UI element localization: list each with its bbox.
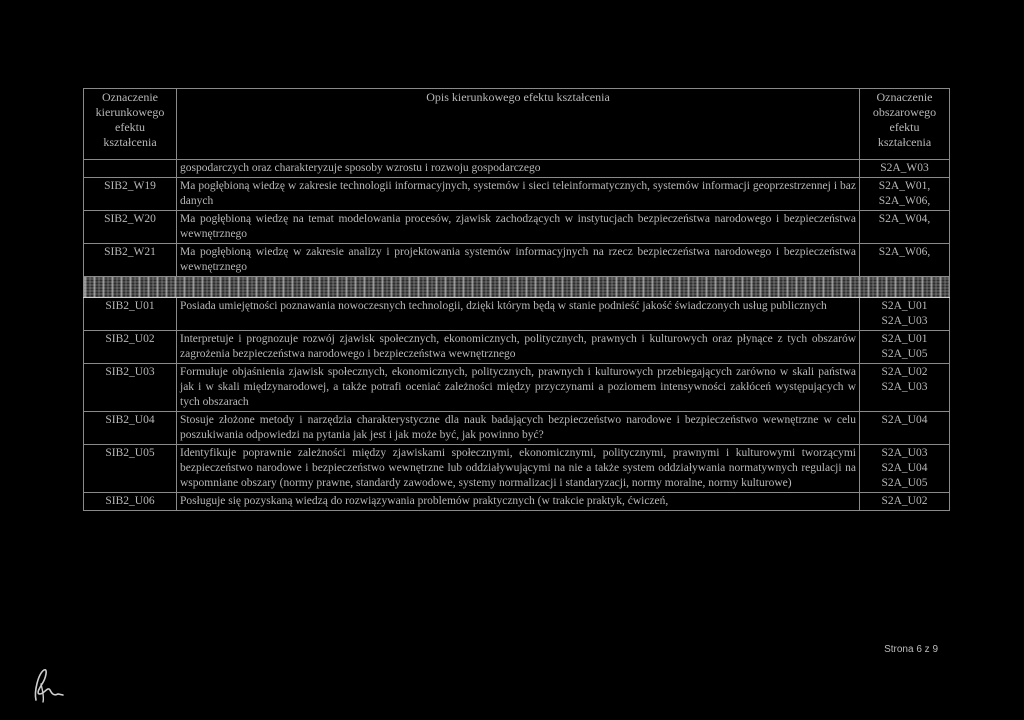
row-description: Posługuje się pozyskaną wiedzą do rozwiązywania problemów praktycznych (w trakcie praktyk, ćwiczeń, <box>177 493 860 511</box>
row-code: SIB2_U06 <box>84 493 177 511</box>
table-row <box>84 178 950 211</box>
row-description: Formułuje objaśnienia zjawisk społecznych, ekonomicznych, politycznych, prawnych i kulturowych przebiegających zarówno w skali państwa jak i w skali międzynarodowej, a także potrafi oceniać zależności między przyczynami a poziomem intensywności zakłóceń występujących w tych obszarach <box>177 364 860 412</box>
table-row <box>84 364 950 412</box>
header-description-column: Opis kierunkowego efektu kształcenia <box>177 89 860 160</box>
row-code: SIB2_U01 <box>84 298 177 331</box>
row-area-code: S2A_W04, <box>860 211 950 244</box>
row-description: Posiada umiejętności poznawania nowoczesnych technologii, dzięki którym będą w stanie podnieść jakość świadczonych usług publicznych <box>177 298 860 331</box>
table-header-row <box>84 89 950 160</box>
row-area-code: S2A_U04 <box>860 412 950 445</box>
table-row <box>84 160 950 178</box>
table-row <box>84 412 950 445</box>
section-divider <box>84 277 950 298</box>
row-area-code: S2A_U01 S2A_U03 <box>860 298 950 331</box>
table-row <box>84 298 950 331</box>
row-code: SIB2_U05 <box>84 445 177 493</box>
table-row <box>84 331 950 364</box>
row-area-code: S2A_U01 S2A_U05 <box>860 331 950 364</box>
row-code <box>84 160 177 178</box>
row-area-code: S2A_W01, S2A_W06, <box>860 178 950 211</box>
row-description: Stosuje złożone metody i narzędzia charakterystyczne dla nauk badających bezpieczeństwo narodowe i bezpieczeństwo wewnętrzne w celu poszukiwania odpowiedzi na pytania jak jest i jak może być, jak powinno być? <box>177 412 860 445</box>
row-code: SIB2_U02 <box>84 331 177 364</box>
table-row <box>84 445 950 493</box>
row-code: SIB2_U03 <box>84 364 177 412</box>
row-description: Ma pogłębioną wiedzę na temat modelowania procesów, zjawisk zachodzących w instytucjach bezpieczeństwa narodowego i bezpieczeństwa wewnętrznego <box>177 211 860 244</box>
learning-outcomes-table <box>83 88 950 511</box>
row-code: SIB2_W19 <box>84 178 177 211</box>
row-code: SIB2_W21 <box>84 244 177 277</box>
row-code: SIB2_U04 <box>84 412 177 445</box>
row-area-code: S2A_U02 S2A_U03 <box>860 364 950 412</box>
table-row <box>84 493 950 511</box>
header-code-column: Oznaczenie kierunkowego efektu kształcenia <box>84 89 177 160</box>
table-row <box>84 211 950 244</box>
row-area-code: S2A_U02 <box>860 493 950 511</box>
row-description: Ma pogłębioną wiedzę w zakresie technologii informacyjnych, systemów i sieci teleinformatycznych, systemów informacji geoprzestrzennej i baz danych <box>177 178 860 211</box>
row-description: Ma pogłębioną wiedzę w zakresie analizy i projektowania systemów informacyjnych na rzecz bezpieczeństwa narodowego i bezpieczeństwa wewnętrznego <box>177 244 860 277</box>
header-area-column: Oznaczenie obszarowego efektu kształcenia <box>860 89 950 160</box>
page-number: Strona 6 z 9 <box>884 644 938 655</box>
row-code: SIB2_W20 <box>84 211 177 244</box>
row-area-code: S2A_W06, <box>860 244 950 277</box>
row-description: gospodarczych oraz charakteryzuje sposoby wzrostu i rozwoju gospodarczego <box>177 160 860 178</box>
table-row <box>84 244 950 277</box>
row-description: Identyfikuje poprawnie zależności między zjawiskami społecznymi, ekonomicznymi, politycznymi, prawnymi i kulturowymi tworzącymi bezpieczeństwo narodowe i bezpieczeństwo wewnętrzne lub oddziaływującymi na nie a także system oddziaływania normatywnych regulacji na wspomniane obszary (normy prawne, standardy zawodowe, systemy normalizacji i standaryzacji, normy moralne, normy kulturowe) <box>177 445 860 493</box>
row-description: Interpretuje i prognozuje rozwój zjawisk społecznych, ekonomicznych, politycznych, prawnych i kulturowych oraz płynące z tych obszarów zagrożenia bezpieczeństwa narodowego i bezpieczeństwa wewnętrznego <box>177 331 860 364</box>
handwritten-signature <box>30 664 64 704</box>
row-area-code: S2A_U03 S2A_U04 S2A_U05 <box>860 445 950 493</box>
row-area-code: S2A_W03 <box>860 160 950 178</box>
section-divider-row <box>84 277 950 298</box>
